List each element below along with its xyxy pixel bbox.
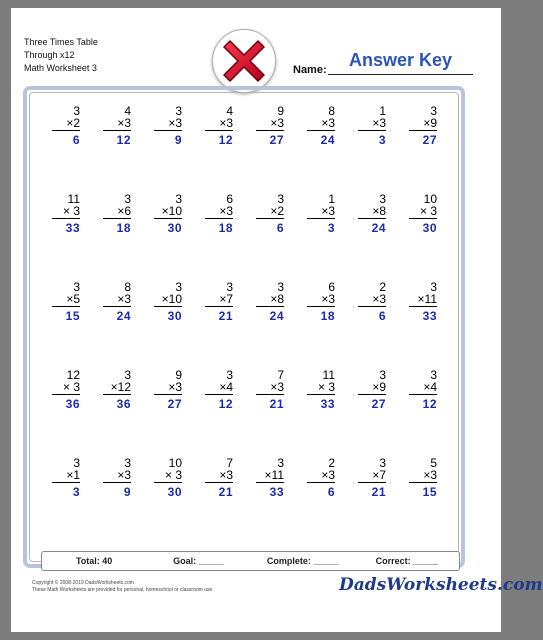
multiplier: ×2	[270, 204, 284, 218]
multiplicand: 3	[430, 280, 437, 294]
multiplication-problem	[42, 281, 80, 369]
multiplicand: 3	[226, 280, 233, 294]
answer-value: 21	[269, 397, 284, 411]
multiplicand: 10	[168, 456, 182, 470]
multiplier: × 3	[62, 380, 80, 394]
multiplicand: 3	[73, 456, 80, 470]
answer-value: 27	[371, 397, 386, 411]
multiplication-problem	[195, 193, 233, 281]
multiplicand: 9	[277, 104, 284, 118]
answer-value: 18	[320, 309, 335, 323]
multiplication-problem	[42, 369, 80, 457]
answer-value: 12	[422, 397, 437, 411]
answer-rule	[307, 482, 335, 483]
multiplier: × 3	[419, 204, 437, 218]
multiplier: ×3	[321, 204, 335, 218]
answer-value: 33	[65, 221, 80, 235]
answer-rule	[154, 482, 182, 483]
answer-rule	[52, 306, 80, 307]
multiplier: ×9	[372, 380, 386, 394]
multiplier: ×3	[321, 116, 335, 130]
answer-value: 18	[116, 221, 131, 235]
worksheet-title	[24, 36, 98, 75]
answer-key-text: Answer Key	[348, 50, 453, 70]
multiplier: ×3	[321, 292, 335, 306]
multiplier: ×3	[117, 468, 131, 482]
multiplier: × 3	[62, 204, 80, 218]
answer-rule	[154, 130, 182, 131]
answer-rule	[256, 306, 284, 307]
multiplier: ×1	[66, 468, 80, 482]
answer-rule	[205, 394, 233, 395]
multiplication-problem	[195, 369, 233, 457]
answer-value: 36	[116, 397, 131, 411]
multiplication-problem	[297, 193, 335, 281]
answer-value: 18	[218, 221, 233, 235]
multiplicand: 3	[73, 104, 80, 118]
multiplication-problem	[297, 369, 335, 457]
answer-value: 9	[174, 133, 182, 147]
answer-value: 30	[167, 309, 182, 323]
answer-rule	[103, 394, 131, 395]
name-field[interactable]	[328, 50, 473, 75]
dadsworksheets-logo: DadsWorksheets.com	[339, 575, 543, 595]
multiplication-problem	[93, 457, 131, 545]
answer-rule	[52, 482, 80, 483]
answer-rule	[103, 218, 131, 219]
answer-rule	[154, 306, 182, 307]
multiplication-problem	[144, 281, 182, 369]
answer-rule	[307, 394, 335, 395]
answer-value: 15	[422, 485, 437, 499]
multiplicand: 3	[379, 368, 386, 382]
multiplicand: 3	[124, 192, 131, 206]
multiplier: ×3	[270, 116, 284, 130]
answer-value: 9	[123, 485, 131, 499]
multiplication-problem	[246, 281, 284, 369]
multiplication-problem	[195, 105, 233, 193]
multiplication-problem	[93, 193, 131, 281]
answer-rule	[409, 482, 437, 483]
multiplier: ×6	[117, 204, 131, 218]
answer-rule	[256, 130, 284, 131]
answer-value: 30	[167, 221, 182, 235]
multiplicand: 6	[328, 280, 335, 294]
multiplicand: 7	[277, 368, 284, 382]
answer-rule	[409, 394, 437, 395]
multiplier: ×12	[110, 380, 131, 394]
multiplication-problem	[399, 193, 437, 281]
multiplication-problem	[297, 105, 335, 193]
goal-label: Goal: _____	[173, 556, 224, 566]
multiplicand: 1	[379, 104, 386, 118]
answer-value: 6	[378, 309, 386, 323]
multiplicand: 1	[328, 192, 335, 206]
answer-value: 3	[378, 133, 386, 147]
multiplier: ×2	[66, 116, 80, 130]
multiplication-problem	[348, 193, 386, 281]
multiplier: ×10	[161, 292, 182, 306]
complete-label: Complete: _____	[266, 556, 339, 566]
answer-rule	[205, 482, 233, 483]
answer-value: 24	[269, 309, 284, 323]
answer-value: 15	[65, 309, 80, 323]
multiplier: ×3	[270, 380, 284, 394]
answer-rule	[205, 306, 233, 307]
answer-rule	[409, 218, 437, 219]
multiplicand: 3	[175, 104, 182, 118]
multiplication-problem	[195, 457, 233, 545]
multiplicand: 4	[124, 104, 131, 118]
multiplication-problem	[399, 281, 437, 369]
multiplication-problem	[348, 369, 386, 457]
answer-value: 33	[422, 309, 437, 323]
multiplication-problem	[144, 193, 182, 281]
answer-value: 12	[218, 397, 233, 411]
answer-value: 12	[218, 133, 233, 147]
answer-value: 30	[167, 485, 182, 499]
answer-rule	[409, 130, 437, 131]
multiplication-problem	[42, 105, 80, 193]
multiplier: ×8	[372, 204, 386, 218]
copyright-line-2: These Math Worksheets are provided for personal, homeschool or classroom use.	[32, 587, 214, 593]
multiplier: ×8	[270, 292, 284, 306]
multiplication-problem	[348, 457, 386, 545]
score-footer	[41, 551, 460, 571]
answer-value: 3	[72, 485, 80, 499]
multiplication-problem	[93, 369, 131, 457]
answer-rule	[205, 130, 233, 131]
answer-value: 21	[371, 485, 386, 499]
multiplicand: 9	[175, 368, 182, 382]
multiplier: ×3	[372, 292, 386, 306]
multiplicand: 3	[124, 456, 131, 470]
answer-value: 6	[276, 221, 284, 235]
multiplication-problem	[297, 457, 335, 545]
multiplicand: 3	[277, 280, 284, 294]
answer-value: 12	[116, 133, 131, 147]
multiplicand: 11	[322, 368, 335, 382]
multiplication-problem	[195, 281, 233, 369]
multiplier: ×10	[161, 204, 182, 218]
multiplication-problem	[246, 193, 284, 281]
multiplication-problem	[348, 281, 386, 369]
multiplier: ×3	[423, 468, 437, 482]
multiplicand: 3	[277, 192, 284, 206]
answer-rule	[358, 394, 386, 395]
multiplier: ×3	[321, 468, 335, 482]
multiplication-problem	[246, 369, 284, 457]
multiplicand: 7	[226, 456, 233, 470]
multiplication-problem	[93, 281, 131, 369]
answer-value: 24	[116, 309, 131, 323]
multiplier: ×11	[417, 292, 437, 306]
multiplicand: 3	[73, 280, 80, 294]
copyright-line-1: Copyright © 2008-2019 DadsWorksheets.com	[32, 580, 134, 586]
multiplicand: 3	[430, 368, 437, 382]
multiplier: × 3	[164, 468, 182, 482]
answer-rule	[205, 218, 233, 219]
multiplication-problem	[93, 105, 131, 193]
multiplication-problem	[399, 457, 437, 545]
title-line-2: Through x12	[24, 50, 75, 60]
multiplier: ×3	[168, 380, 182, 394]
multiplication-problem	[42, 457, 80, 545]
answer-value: 6	[327, 485, 335, 499]
multiplicand: 4	[226, 104, 233, 118]
answer-value: 27	[422, 133, 437, 147]
answer-rule	[52, 218, 80, 219]
title-line-3: Math Worksheet 3	[24, 63, 97, 73]
multiplication-problem	[348, 105, 386, 193]
multiplier: ×3	[372, 116, 386, 130]
multiplier: ×3	[117, 292, 131, 306]
answer-rule	[256, 394, 284, 395]
answer-value: 6	[72, 133, 80, 147]
multiplication-problem	[399, 105, 437, 193]
answer-rule	[358, 130, 386, 131]
answer-rule	[52, 130, 80, 131]
answer-rule	[256, 482, 284, 483]
multiplicand: 8	[328, 104, 335, 118]
correct-label: Correct: _____	[375, 556, 439, 566]
multiplicand: 2	[379, 280, 386, 294]
multiplication-problem	[144, 457, 182, 545]
answer-value: 36	[65, 397, 80, 411]
multiplication-problem	[144, 105, 182, 193]
multiplicand: 11	[67, 192, 80, 206]
answer-value: 21	[218, 309, 233, 323]
answer-rule	[307, 218, 335, 219]
multiplier: ×5	[66, 292, 80, 306]
multiplier: ×7	[219, 292, 233, 306]
copyright-notice	[32, 580, 214, 594]
answer-value: 24	[371, 221, 386, 235]
problems-grid	[42, 105, 462, 545]
multiplier: × 3	[317, 380, 335, 394]
answer-rule	[358, 218, 386, 219]
multiplicand: 3	[175, 280, 182, 294]
answer-value: 33	[269, 485, 284, 499]
answer-value: 30	[422, 221, 437, 235]
answer-rule	[154, 394, 182, 395]
multiplier: ×7	[372, 468, 386, 482]
multiplicand: 6	[226, 192, 233, 206]
multiplicand: 10	[423, 192, 437, 206]
answer-rule	[52, 394, 80, 395]
multiplier: ×3	[219, 468, 233, 482]
multiplier: ×11	[264, 468, 284, 482]
answer-rule	[103, 482, 131, 483]
answer-rule	[358, 306, 386, 307]
answer-rule	[307, 306, 335, 307]
title-line-1: Three Times Table	[24, 37, 98, 47]
answer-value: 21	[218, 485, 233, 499]
name-label: Name:	[293, 64, 327, 76]
answer-value: 24	[320, 133, 335, 147]
answer-rule	[307, 130, 335, 131]
multiplier: ×3	[219, 204, 233, 218]
multiplicand: 8	[124, 280, 131, 294]
multiplier: ×3	[168, 116, 182, 130]
multiplication-problem	[297, 281, 335, 369]
multiplication-problem	[246, 457, 284, 545]
answer-rule	[256, 218, 284, 219]
multiplicand: 3	[175, 192, 182, 206]
multiplier: ×4	[423, 380, 437, 394]
multiplicand: 3	[226, 368, 233, 382]
answer-value: 27	[269, 133, 284, 147]
multiplication-problem	[399, 369, 437, 457]
multiplier: ×4	[219, 380, 233, 394]
multiplicand: 2	[328, 456, 335, 470]
answer-rule	[409, 306, 437, 307]
multiplier: ×3	[219, 116, 233, 130]
multiplication-problem	[246, 105, 284, 193]
multiplier: ×9	[423, 116, 437, 130]
multiplier: ×3	[117, 116, 131, 130]
answer-value: 27	[167, 397, 182, 411]
multiplicand: 3	[277, 456, 284, 470]
answer-rule	[358, 482, 386, 483]
red-x-badge-icon	[212, 29, 276, 93]
multiplicand: 3	[124, 368, 131, 382]
multiplicand: 3	[430, 104, 437, 118]
multiplicand: 12	[66, 368, 80, 382]
multiplicand: 3	[379, 192, 386, 206]
answer-rule	[103, 130, 131, 131]
answer-rule	[154, 218, 182, 219]
answer-value: 33	[320, 397, 335, 411]
multiplication-problem	[42, 193, 80, 281]
total-label: Total: 40	[75, 556, 113, 566]
multiplicand: 3	[379, 456, 386, 470]
multiplication-problem	[144, 369, 182, 457]
multiplicand: 5	[430, 456, 437, 470]
answer-rule	[103, 306, 131, 307]
answer-value: 3	[327, 221, 335, 235]
